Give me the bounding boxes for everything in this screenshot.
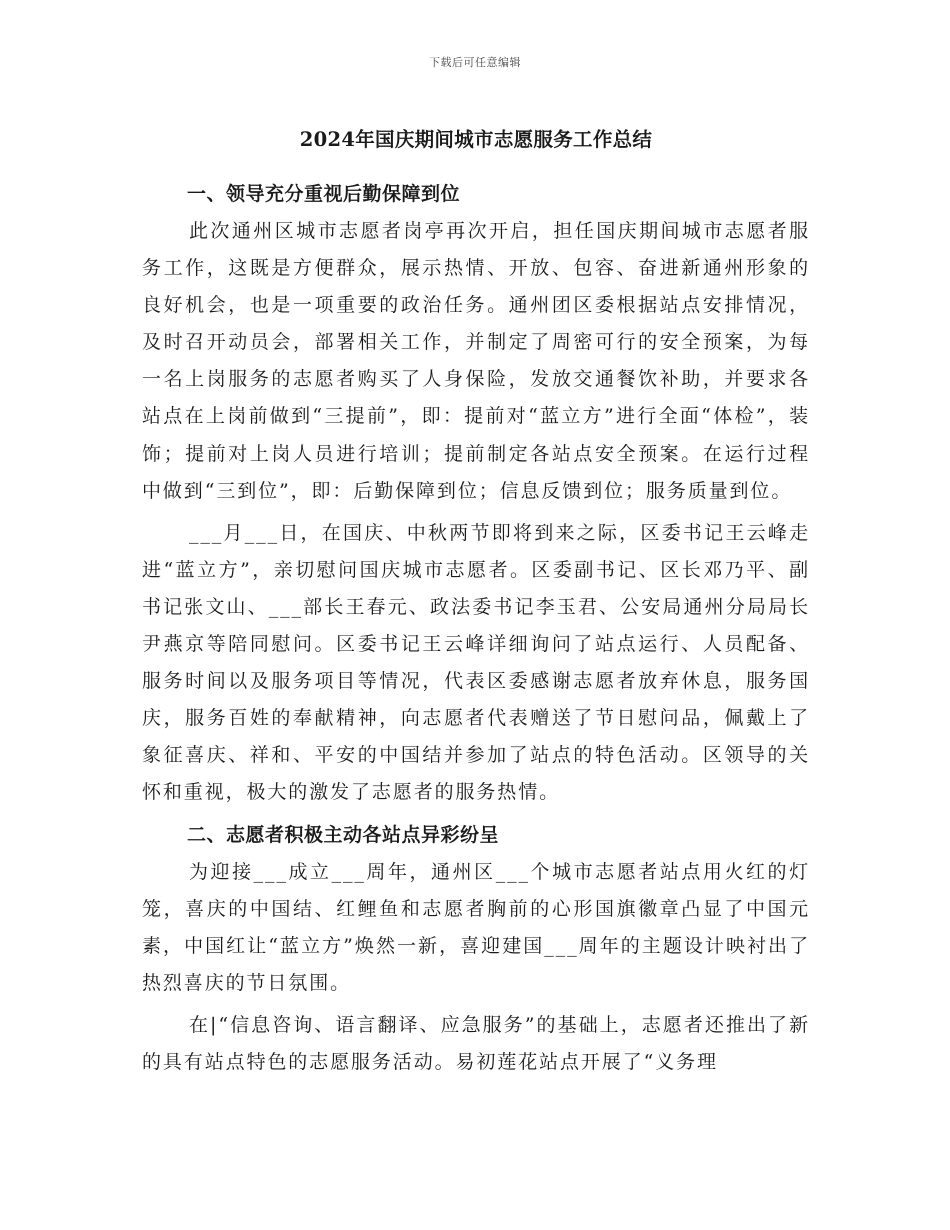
section-heading-2: 二、志愿者积极主动各站点异彩纷呈 [187,823,500,846]
section-2-paragraph-1: 为迎接___成立___周年，通州区___个城市志愿者站点用火红的灯笼，喜庆的中国结、红鲤鱼和志愿者胸前的心形国旗徽章凸显了中国元素，中国红让“蓝立方”焕然一新，喜迎建国___周年的主题设计映衬出了热烈喜庆的节日氛围。 [142,860,810,994]
section-1-paragraph-2: ___月___日，在国庆、中秋两节即将到来之际，区委书记王云峰走进“蓝立方”，亲切慰问国庆城市志愿者。区委副书记、区长邓乃平、副书记张文山、___部长王春元、政法委书记李玉君、公安局通州分局局长尹燕京等陪同慰问。区委书记王云峰详细询问了站点运行、人员配备、服务时间以及服务项目等情况，代表区委感谢志愿者放弃休息，服务国庆，服务百姓的奉献精神，向志愿者代表赠送了节日慰问品，佩戴上了象征喜庆、祥和、平安的中国结并参加了站点的特色活动。区领导的关怀和重视，极大的激发了志愿者的服务热情。 [142,521,810,804]
section-2-paragraph-2: 在|“信息咨询、语言翻译、应急服务”的基础上，志愿者还推出了新的具有站点特色的志愿服务活动。易初莲花站点开展了“义务理 [142,1013,810,1073]
document-body [142,118,810,1086]
document-title: 2024年国庆期间城市志愿服务工作总结 [299,128,653,151]
section-1-paragraph-1: 此次通州区城市志愿者岗亭再次开启，担任国庆期间城市志愿者服务工作，这既是方便群众，展示热情、开放、包容、奋进新通州形象的良好机会，也是一项重要的政治任务。通州团区委根据站点安排情况，及时召开动员会，部署相关工作，并制定了周密可行的安全预案，为每一名上岗服务的志愿者购买了人身保险，发放交通餐饮补助，并要求各站点在上岗前做到“三提前”，即：提前对“蓝立方”进行全面“体检”，装饰；提前对上岗人员进行培训；提前制定各站点安全预案。在运行过程中做到“三到位”，即：后勤保障到位；信息反馈到位；服务质量到位。 [142,220,810,502]
page-header-note: 下载后可任意编辑 [429,56,521,69]
section-heading-1: 一、领导充分重视后勤保障到位 [187,183,461,205]
